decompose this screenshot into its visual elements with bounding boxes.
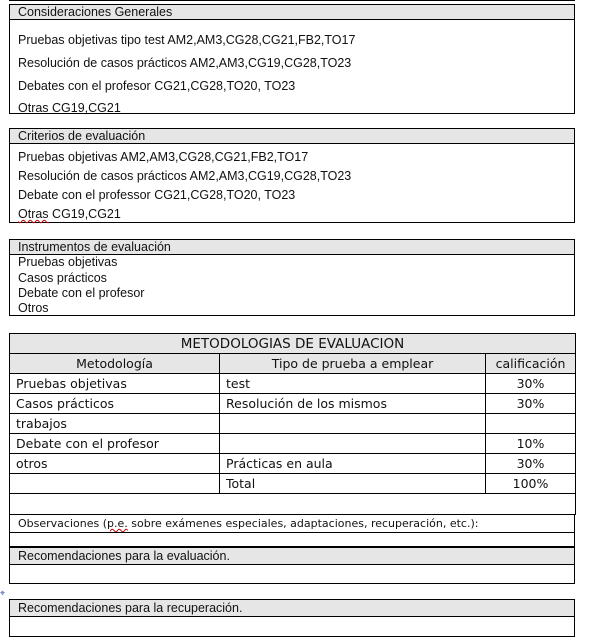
table-cell: otros	[10, 454, 220, 474]
section-header: Recomendaciones para la evaluación.	[10, 548, 574, 565]
text-line: Pruebas objetivas AM2,AM3,CG28,CG21,FB2,TO17	[18, 150, 309, 164]
table-cell: Debate con el profesor	[10, 434, 220, 454]
text-line: Debate con el professor CG21,CG28,TO20, TO23	[18, 188, 296, 202]
spellcheck-word: p.e.	[107, 517, 128, 530]
section-header: Criterios de evaluación	[10, 129, 574, 144]
table-row	[10, 434, 576, 454]
anchor-icon: ⌖	[0, 588, 6, 598]
table-cell	[10, 474, 220, 494]
column-header: Tipo de prueba a emplear	[220, 354, 486, 374]
table-cell: test	[220, 374, 486, 394]
text-fragment: sobre exámenes especiales, adaptaciones, recuperación, etc.):	[127, 517, 479, 530]
text-fragment: CG19,CG21	[48, 207, 121, 221]
table-cell	[486, 414, 576, 434]
text-line: Pruebas objetivas tipo test AM2,AM3,CG28,CG21,FB2,TO17	[18, 33, 356, 47]
table-cell	[220, 434, 486, 454]
criterios-evaluacion-section	[9, 128, 575, 223]
divider	[10, 532, 574, 533]
table-title: METODOLOGIAS DE EVALUACION	[10, 334, 576, 354]
table-cell: Casos prácticos	[10, 394, 220, 414]
recomendaciones-recuperacion-section	[9, 599, 575, 637]
table-row	[10, 374, 576, 394]
text-line	[10, 207, 121, 221]
column-header: Metodología	[10, 354, 220, 374]
section-header: Consideraciones Generales	[10, 5, 574, 20]
table-cell: Total	[220, 474, 486, 494]
recomendaciones-evaluacion-section	[9, 547, 575, 584]
table-cell: Resolución de los mismos	[220, 394, 486, 414]
table-cell: Pruebas objetivas	[10, 374, 220, 394]
table-cell: Prácticas en aula	[220, 454, 486, 474]
section-header: Recomendaciones para la recuperación.	[10, 600, 574, 617]
table-row	[10, 474, 576, 494]
table-cell: 30%	[486, 374, 576, 394]
column-header: calificación	[486, 354, 576, 374]
table-cell: 10%	[486, 434, 576, 454]
text-line: Debates con el profesor CG21,CG28,TO20, TO23	[18, 79, 296, 93]
table-title-row	[10, 334, 576, 354]
section-header: Instrumentos de evaluación	[10, 240, 574, 255]
table-cell	[220, 414, 486, 434]
table-row-empty	[10, 494, 576, 515]
observaciones-label	[18, 517, 478, 530]
table-row	[10, 414, 576, 434]
table-row	[10, 394, 576, 414]
table-cell	[10, 494, 576, 515]
metodologias-table	[9, 333, 576, 515]
table-header-row	[10, 354, 576, 374]
table-row	[10, 454, 576, 474]
text-line: Otras CG19,CG21	[18, 101, 121, 115]
table-cell: 100%	[486, 474, 576, 494]
text-fragment: Observaciones (	[18, 517, 108, 530]
text-line: Casos prácticos	[18, 271, 107, 285]
instrumentos-evaluacion-section	[9, 239, 575, 316]
text-line: Pruebas objetivas	[18, 255, 118, 269]
observaciones-section	[9, 514, 575, 547]
text-line: Resolución de casos prácticos AM2,AM3,CG19,CG28,TO23	[18, 56, 352, 70]
text-line: Debate con el profesor	[18, 286, 145, 300]
text-line: Otros	[18, 301, 49, 315]
table-cell: 30%	[486, 394, 576, 414]
consideraciones-generales-section	[9, 4, 575, 114]
text-line: Resolución de casos prácticos AM2,AM3,CG19,CG28,TO23	[18, 169, 352, 183]
table-cell: 30%	[486, 454, 576, 474]
table-cell: trabajos	[10, 414, 220, 434]
top-rule	[9, 0, 575, 1]
spellcheck-word: Otras	[18, 207, 49, 221]
metodologias-table-wrap	[9, 333, 575, 515]
